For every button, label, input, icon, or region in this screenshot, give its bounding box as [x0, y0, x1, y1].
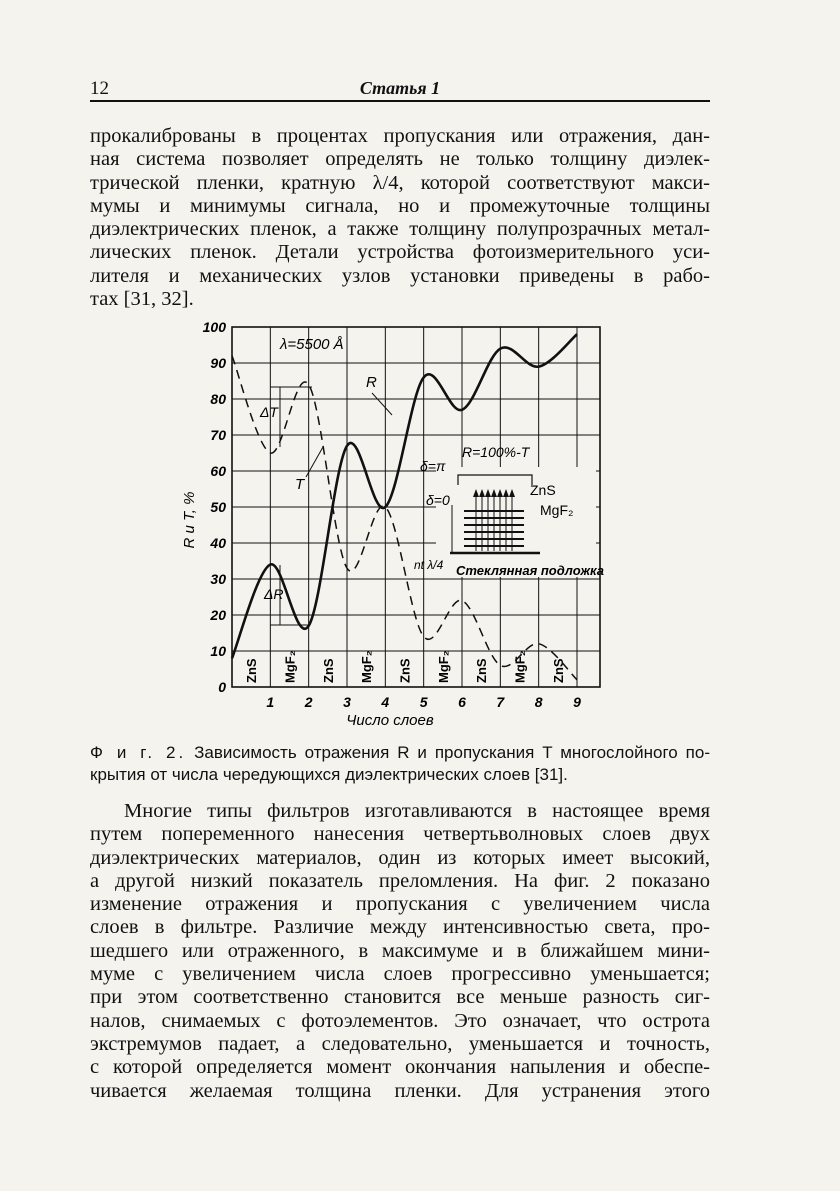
inset-delta-zero: δ=0: [426, 492, 450, 508]
figure-chart: [180, 315, 620, 735]
text-line: шедшего или отраженного, в максимуме и в ближайшем мини-: [90, 939, 710, 962]
inset-formula: R=100%-T: [462, 444, 530, 460]
caption-line-2: крытия от числа чередующихся диэлектрических слоев [31].: [90, 765, 568, 784]
x-axis-title: Число слоев: [346, 712, 434, 729]
y-tick-label: 10: [210, 643, 226, 659]
text-line: изменение отражения и пропускания с увеличением числа: [90, 893, 710, 916]
y-tick-label: 50: [210, 499, 226, 515]
x-ticks: [266, 694, 581, 710]
text-line: чивается желаемая толщина пленки. Для устранения этого: [90, 1079, 710, 1102]
y-tick-label: 100: [202, 319, 226, 335]
text-line: путем попеременного нанесения четвертьволновых слоев двух: [90, 823, 710, 846]
inset-mgf2: MgF₂: [540, 502, 574, 518]
text-line: ная система позволяет определять не только толщину диэлек-: [90, 148, 710, 171]
x-tick-label: 5: [419, 694, 428, 710]
header-rule: [90, 100, 710, 102]
x-tick-label: 7: [496, 694, 505, 710]
text-line: а другой низкий показатель преломления. На фиг. 2 показано: [90, 869, 710, 892]
text-line: муме с увеличением числа слоев прогрессивно уменьшается;: [90, 963, 710, 986]
delta-t-label: ΔT: [260, 404, 278, 420]
text-line: экстремумов падает, а следовательно, уменьшается и точность,: [90, 1032, 710, 1055]
layer-label: MgF₂: [435, 650, 451, 683]
layer-label: MgF₂: [282, 650, 298, 683]
x-tick-label: 3: [343, 694, 351, 710]
layer-label: ZnS: [320, 658, 336, 683]
y-tick-label: 60: [210, 463, 226, 479]
y-tick-label: 40: [210, 535, 226, 551]
x-tick-label: 9: [573, 694, 581, 710]
y-tick-label: 20: [210, 607, 226, 623]
text-line: тах [31, 32].: [90, 288, 194, 311]
x-tick-label: 1: [266, 694, 275, 710]
inset-thickness: nt λ/4: [414, 558, 444, 572]
caption-label: Ф и г. 2.: [90, 743, 187, 762]
layer-label: ZnS: [397, 658, 413, 683]
y-axis-title: R и T, %: [181, 491, 198, 549]
wavelength-annotation: λ=5500 Å: [280, 336, 344, 353]
inset-zns: ZnS: [530, 482, 556, 498]
caption-line-1: [90, 742, 710, 764]
text-line: Многие типы фильтров изготавливаются в настоящее время: [124, 800, 710, 822]
y-tick-label: 0: [218, 679, 226, 695]
y-tick-label: 30: [210, 571, 226, 587]
y-tick-label: 90: [210, 355, 226, 371]
x-tick-label: 4: [381, 694, 390, 710]
inset-substrate: Стеклянная подложка: [456, 563, 605, 578]
layer-label: MgF₂: [359, 650, 375, 683]
text-line: прокалиброваны в процентах пропускания или отражения, дан-: [90, 125, 710, 147]
page-header: [90, 78, 710, 98]
text-line: диэлектрических пленок, а также толщину полупрозрачных метал-: [90, 218, 710, 241]
layer-label: MgF₂: [512, 650, 528, 683]
inset-background: [436, 467, 596, 577]
figure-caption: [90, 742, 710, 786]
layer-labels: [242, 650, 567, 683]
layer-label: ZnS: [244, 658, 260, 683]
series-label-r: R: [366, 374, 377, 391]
layer-stack-inset: [414, 444, 604, 578]
y-tick-label: 80: [210, 391, 226, 407]
text-line: лителя и механических узлов установки приведены в рабо-: [90, 264, 710, 287]
series-label-r-leader: [372, 393, 392, 415]
caption-text-1: Зависимость отражения R и пропускания T многослойного по-: [194, 743, 710, 762]
text-line: с которой определяется момент окончания напыления и обеспе-: [90, 1056, 710, 1079]
page-number: 12: [90, 78, 109, 99]
text-line: при этом соответственно становится все меньше разность сиг-: [90, 986, 710, 1009]
paragraph-bottom: [90, 800, 710, 1103]
x-tick-label: 6: [458, 694, 466, 710]
running-title: Статья 1: [359, 78, 441, 98]
text-line: лических пленок. Детали устройства фотоизмерительного уси-: [90, 241, 710, 264]
layer-label: ZnS: [474, 658, 490, 683]
x-tick-label: 2: [304, 694, 313, 710]
text-line: диэлектрических материалов, один из которых имеет высокий,: [90, 846, 710, 869]
y-ticks: [203, 319, 227, 695]
paragraph-top: [90, 125, 710, 311]
x-tick-label: 8: [534, 694, 543, 710]
delta-r-label: ΔR: [264, 586, 284, 602]
text-line: трической пленки, кратную λ/4, которой соответствуют макси-: [90, 171, 710, 194]
chart-svg: [180, 315, 620, 735]
inset-delta-pi: δ=π: [420, 458, 446, 474]
text-line: налов, снимаемых с фотоэлементов. Это означает, что острота: [90, 1009, 710, 1032]
y-tick-label: 70: [210, 427, 226, 443]
text-line: мумы и минимумы сигнала, но и промежуточные толщины: [90, 194, 710, 217]
series-label-t: T: [295, 476, 305, 493]
text-line: слоев в фильтре. Различие между интенсивностью света, про-: [90, 916, 710, 939]
layer-label: ZnS: [550, 658, 566, 683]
